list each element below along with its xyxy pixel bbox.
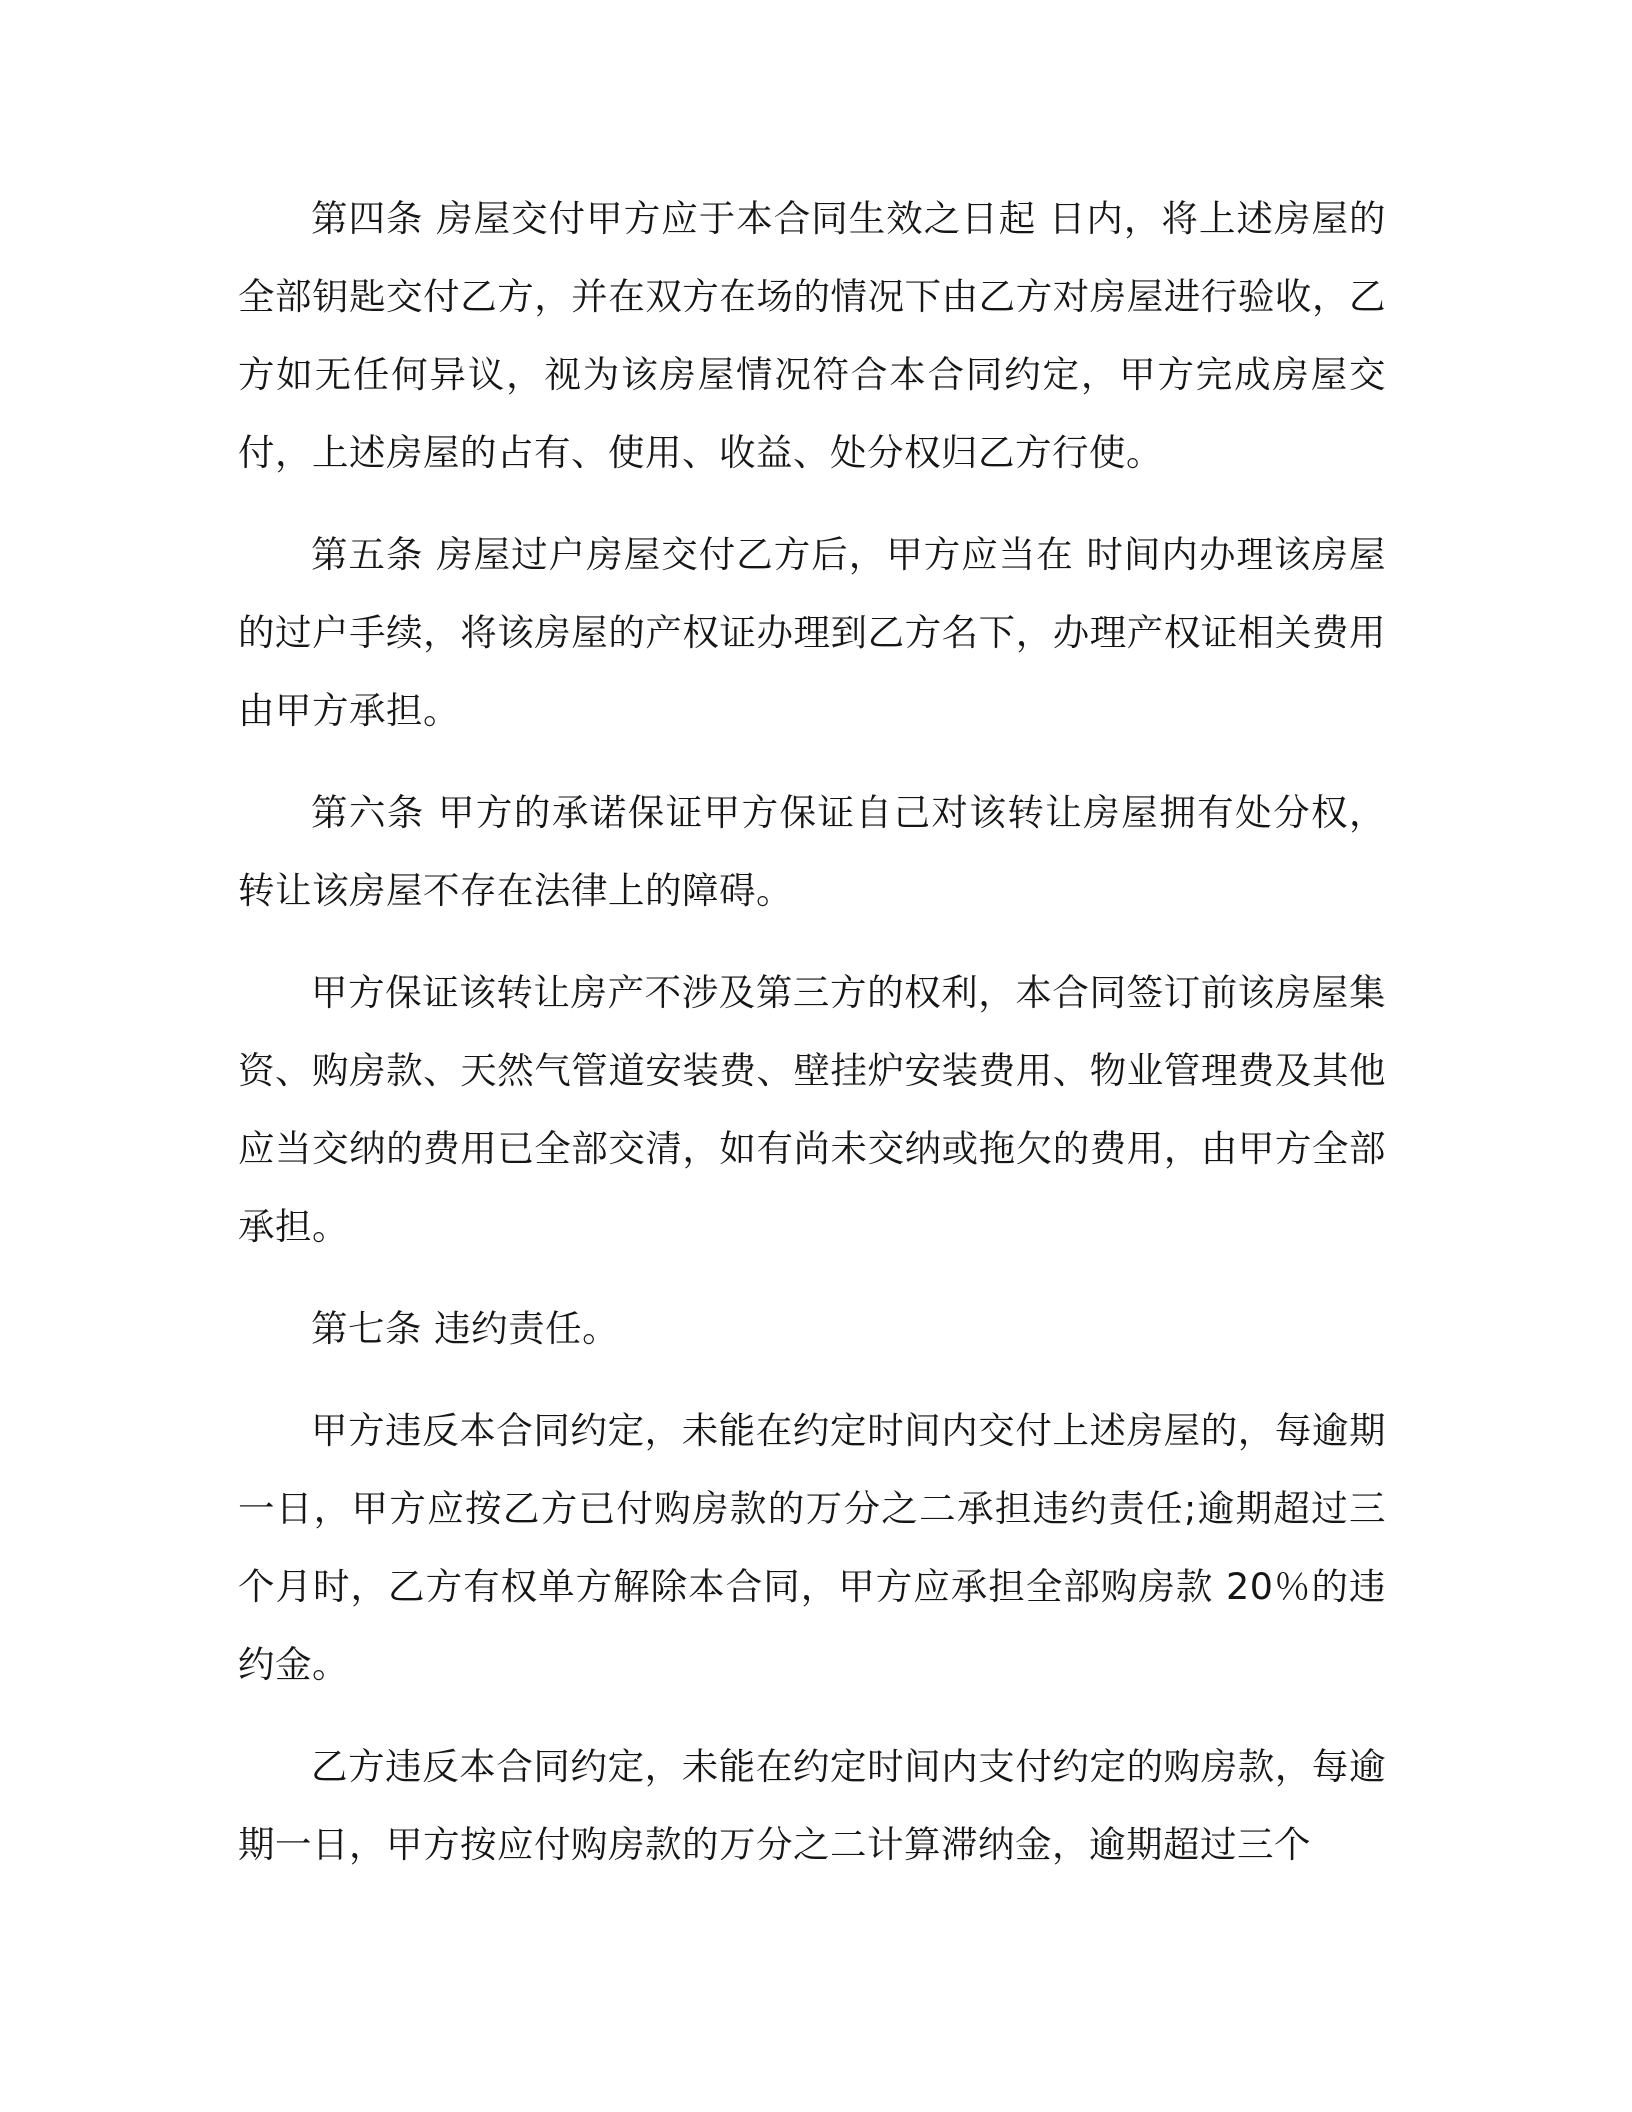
paragraph-article-6-guarantee: 第六条 甲方的承诺保证甲方保证自己对该转让房屋拥有处分权，转让该房屋不存在法律上的障碍。 — [238, 791, 1386, 912]
paragraph-article-7-heading: 第七条 违约责任。 — [311, 1307, 620, 1350]
document-page — [238, 180, 1386, 1884]
paragraph-party-b-breach: 乙方违反本合同约定，未能在约定时间内支付约定的购房款，每逾期一日，甲方按应付购房款的万分之二计算滞纳金，逾期超过三个 — [238, 1745, 1386, 1866]
paragraph-article-4-delivery: 第四条 房屋交付甲方应于本合同生效之日起 日内，将上述房屋的全部钥匙交付乙方，并在双方在场的情况下由乙方对房屋进行验收，乙方如无任何异议，视为该房屋情况符合本合同约定，甲方完成房屋交付，上述房屋的占有、使用、收益、处分权归乙方行使。 — [238, 197, 1386, 474]
paragraph-third-party-rights: 甲方保证该转让房产不涉及第三方的权利，本合同签订前该房屋集资、购房款、天然气管道安装费、壁挂炉安装费用、物业管理费及其他应当交纳的费用已全部交清，如有尚未交纳或拖欠的费用，由甲方全部承担。 — [238, 971, 1386, 1248]
paragraph-article-5-transfer: 第五条 房屋过户房屋交付乙方后，甲方应当在 时间内办理该房屋的过户手续，将该房屋的产权证办理到乙方名下，办理产权证相关费用由甲方承担。 — [238, 533, 1386, 732]
paragraph-party-a-breach: 甲方违反本合同约定，未能在约定时间内交付上述房屋的，每逾期一日，甲方应按乙方已付购房款的万分之二承担违约责任;逾期超过三个月时，乙方有权单方解除本合同，甲方应承担全部购房款 20％的违约金。 — [238, 1409, 1386, 1686]
